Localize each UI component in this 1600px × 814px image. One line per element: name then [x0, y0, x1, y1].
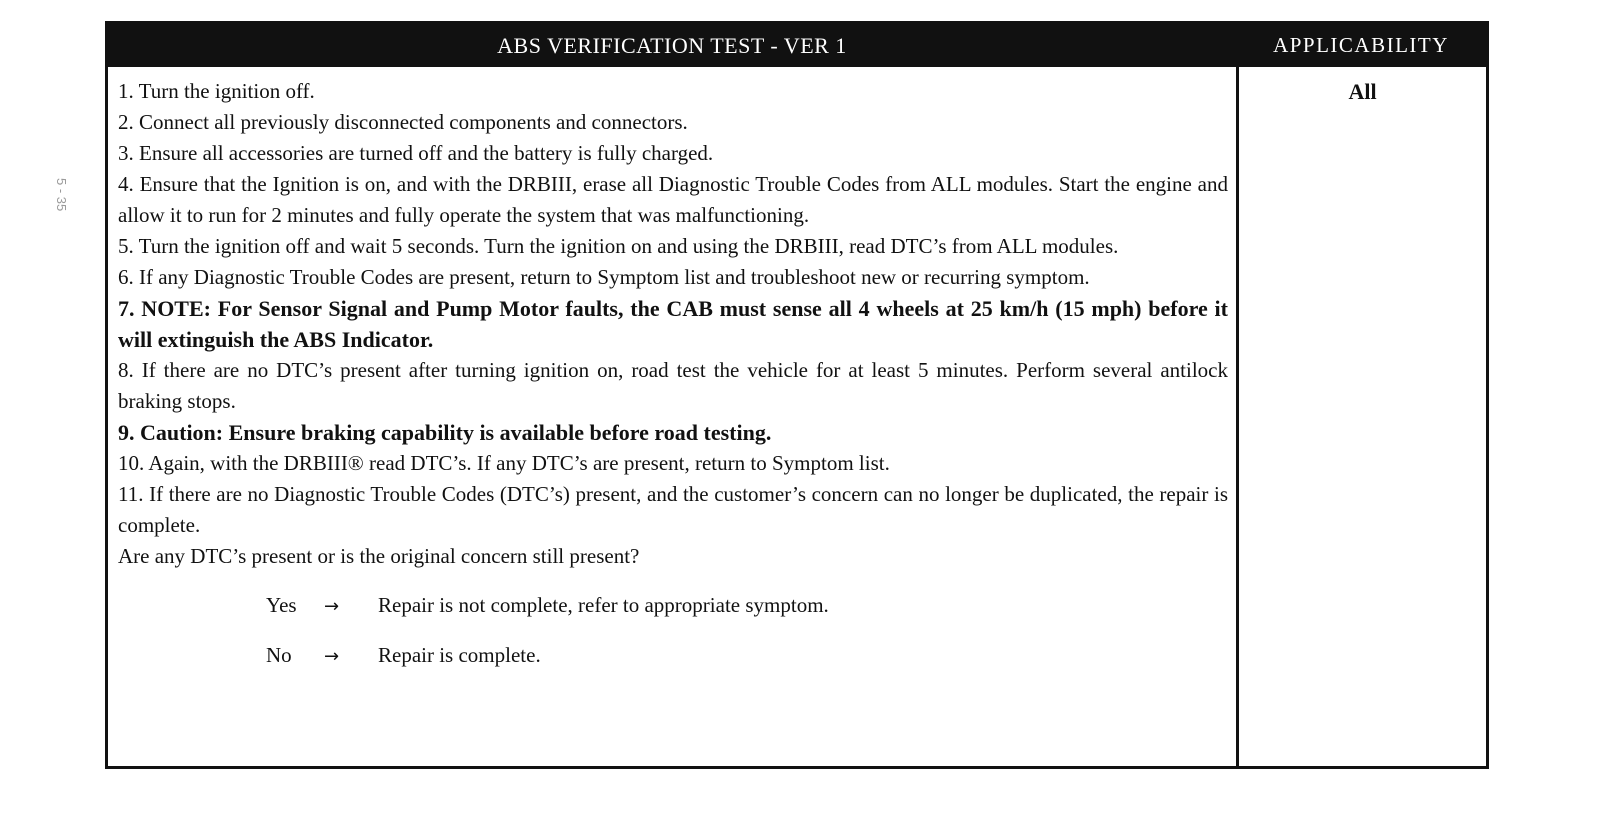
step-10: 10. Again, with the DRBIII® read DTC’s. If any DTC’s are present, return to Symptom list.	[118, 451, 890, 475]
table-header	[108, 24, 1486, 67]
applicability-header: APPLICABILITY	[1273, 33, 1449, 57]
step-9-caution: 9. Caution: Ensure braking capability is available before road testing.	[118, 420, 772, 445]
step-1: 1. Turn the ignition off.	[118, 79, 315, 103]
step-7-note: 7. NOTE: For Sensor Signal and Pump Motor faults, the CAB must sense all 4 wheels at 25 km/h (15 mph) before it will extinguish the ABS Indicator.	[118, 296, 1228, 352]
step-8: 8. If there are no DTC’s present after turning ignition on, road test the vehicle for at least 5 minutes. Perform several antilock braking stops.	[118, 358, 1228, 413]
procedure-text	[118, 76, 1228, 690]
outcome-yes	[118, 590, 1228, 640]
test-question: Are any DTC’s present or is the original concern still present?	[118, 544, 640, 568]
answer-yes: Yes	[266, 593, 297, 617]
applicability-value: All	[1348, 79, 1377, 104]
result-yes: Repair is not complete, refer to appropriate symptom.	[378, 593, 829, 617]
step-2: 2. Connect all previously disconnected components and connectors.	[118, 110, 688, 134]
step-3: 3. Ensure all accessories are turned off and the battery is fully charged.	[118, 141, 714, 165]
step-5: 5. Turn the ignition off and wait 5 seconds. Turn the ignition on and using the DRBIII, read DTC’s from ALL modules.	[118, 234, 1119, 258]
column-divider	[1236, 67, 1239, 766]
result-no: Repair is complete.	[378, 643, 541, 667]
arrow-right-icon: →	[324, 646, 340, 667]
test-title: ABS VERIFICATION TEST - VER 1	[497, 33, 847, 58]
arrow-right-icon: →	[324, 596, 340, 617]
step-6: 6. If any Diagnostic Trouble Codes are present, return to Symptom list and troubleshoot new or recurring symptom.	[118, 265, 1090, 289]
step-4: 4. Ensure that the Ignition is on, and with the DRBIII, erase all Diagnostic Trouble Codes from ALL modules. Start the engine and allow it to run for 2 minutes and fully operate the system that was malfunctioning.	[118, 172, 1228, 227]
step-11: 11. If there are no Diagnostic Trouble Codes (DTC’s) present, and the customer’s concern can no longer be duplicated, the repair is complete.	[118, 482, 1228, 537]
outcome-list	[118, 590, 1228, 690]
outcome-no	[118, 640, 1228, 690]
verification-test-table	[105, 21, 1489, 769]
page-margin-mark: 5 - 35	[54, 178, 69, 212]
answer-no: No	[266, 643, 292, 667]
